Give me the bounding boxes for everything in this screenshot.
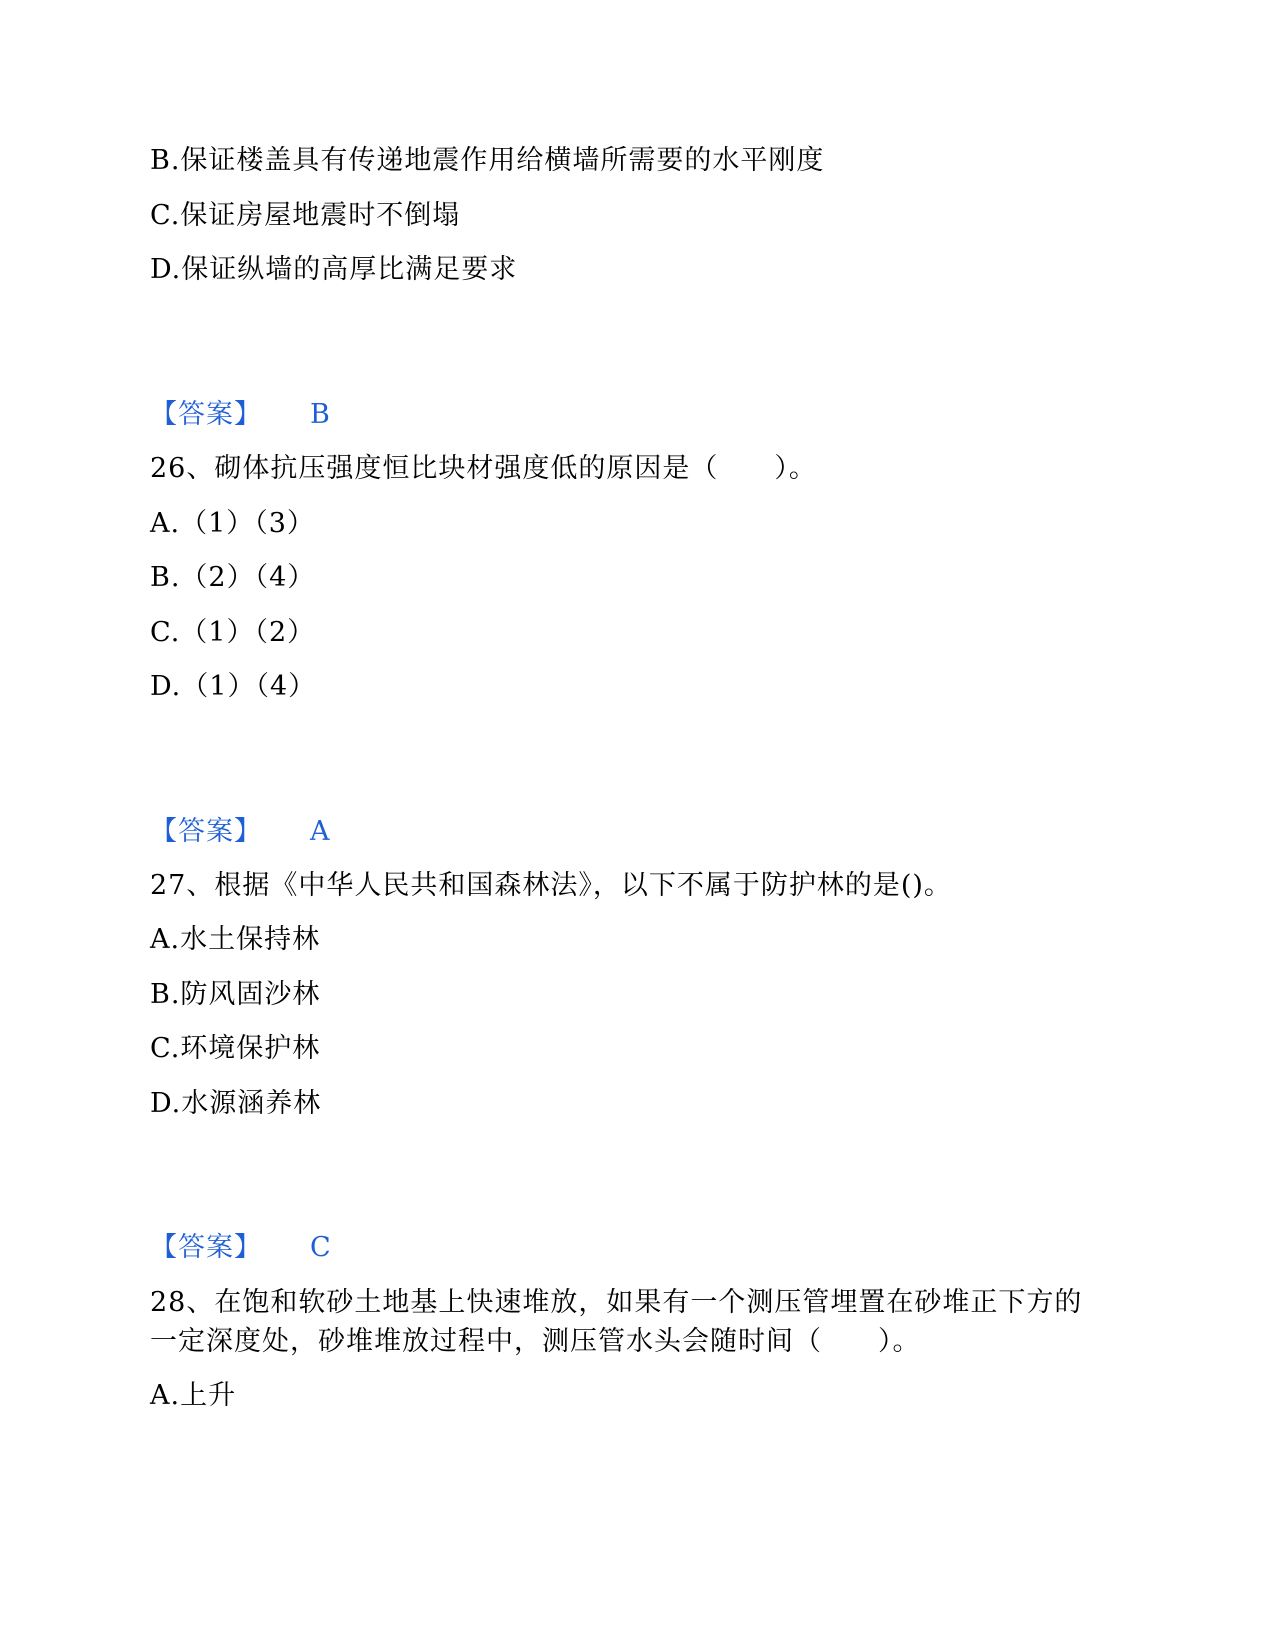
q26-answer (150, 814, 450, 850)
q27-option-b: B.防风固沙林 (150, 979, 321, 1010)
answer-value: C (310, 1232, 332, 1263)
q26-option-b: B.（2）（4） (150, 562, 316, 593)
q25-answer (150, 397, 450, 433)
q27-option-a: A.水土保持林 (150, 924, 321, 955)
q26-stem: 26、砌体抗压强度恒比块材强度低的原因是（ ）。 (150, 453, 817, 484)
answer-label: 【答案】 (150, 1232, 262, 1263)
answer-label: 【答案】 (150, 816, 262, 847)
q27-answer (150, 1230, 450, 1266)
answer-value: A (310, 816, 331, 847)
q25-option-b: B.保证楼盖具有传递地震作用给横墙所需要的水平刚度 (150, 145, 825, 176)
answer-value: B (310, 399, 331, 430)
q27-option-c: C.环境保护林 (150, 1033, 321, 1064)
q28-stem-line-1: 28、在饱和软砂土地基上快速堆放，如果有一个测压管埋置在砂堆正下方的 (150, 1287, 1083, 1318)
q27-stem: 27、根据《中华人民共和国森林法》，以下不属于防护林的是()。 (150, 870, 952, 901)
q28-option-a: A.上升 (150, 1380, 237, 1411)
q28-stem-line-2: 一定深度处，砂堆堆放过程中，测压管水头会随时间（ ）。 (150, 1326, 921, 1357)
answer-label: 【答案】 (150, 399, 262, 430)
q25-option-c: C.保证房屋地震时不倒塌 (150, 200, 461, 231)
q26-option-c: C.（1）（2） (150, 617, 316, 648)
q27-option-d: D.水源涵养林 (150, 1088, 322, 1119)
q26-option-a: A.（1）（3） (150, 508, 315, 539)
q25-option-d: D.保证纵墙的高厚比满足要求 (150, 254, 518, 285)
q26-option-d: D.（1）（4） (150, 671, 317, 702)
